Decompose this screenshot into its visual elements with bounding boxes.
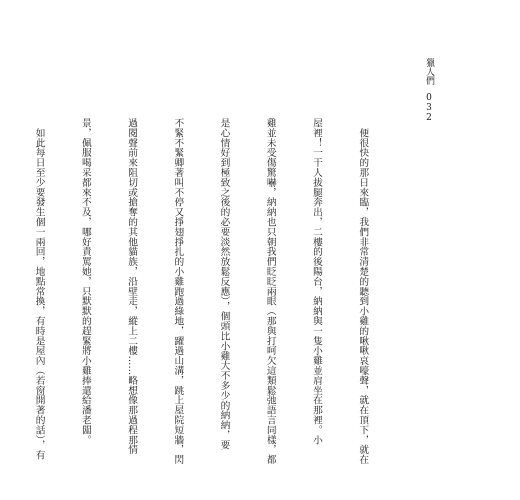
- vertical-text-body: [0, 118, 401, 465]
- text-column: 過閱聲前來阻切或搶奪的其他貓族，沿壁走，縱上二樓……略想像那過程那情: [126, 118, 138, 455]
- page-number: 032: [424, 93, 434, 123]
- text-column: 如此每日至少要發生個一兩回，地點常換，有時是屋內（若窗開著的話），有: [33, 118, 45, 460]
- text-column: 不緊不緊卿著叫不停又掙翅掙扎的小雞跑過綠地，躍過山溝，跳上屋院短牆，閃: [172, 118, 184, 465]
- text-column: 雞並未受傷驚嚇，納納也只朝我們眨眨兩眼（那與打呵欠這類鬆弛語言同樣，都: [264, 118, 276, 465]
- book-title: 獵人們: [424, 58, 434, 85]
- text-column: 景，佩服喝采都來不及，哪好責罵她，只默默的趕緊將小雞捧還給潘老闆。: [79, 118, 91, 445]
- text-column: 是心情好到極致之後的必要淡然放鬆反應），個頭比小雞大不多少的納納，要: [218, 118, 230, 450]
- text-column: 便很快的那日來臨，我們非常清楚的聽到小雞的啾啾哀嚎聲，就在頂下，就在: [357, 118, 369, 465]
- text-column: 屋裡！一干人拔腿奔出，二樓的後陽台，納納與一隻小雞並肩坐在那裡。小: [310, 118, 322, 445]
- running-header: [422, 58, 436, 123]
